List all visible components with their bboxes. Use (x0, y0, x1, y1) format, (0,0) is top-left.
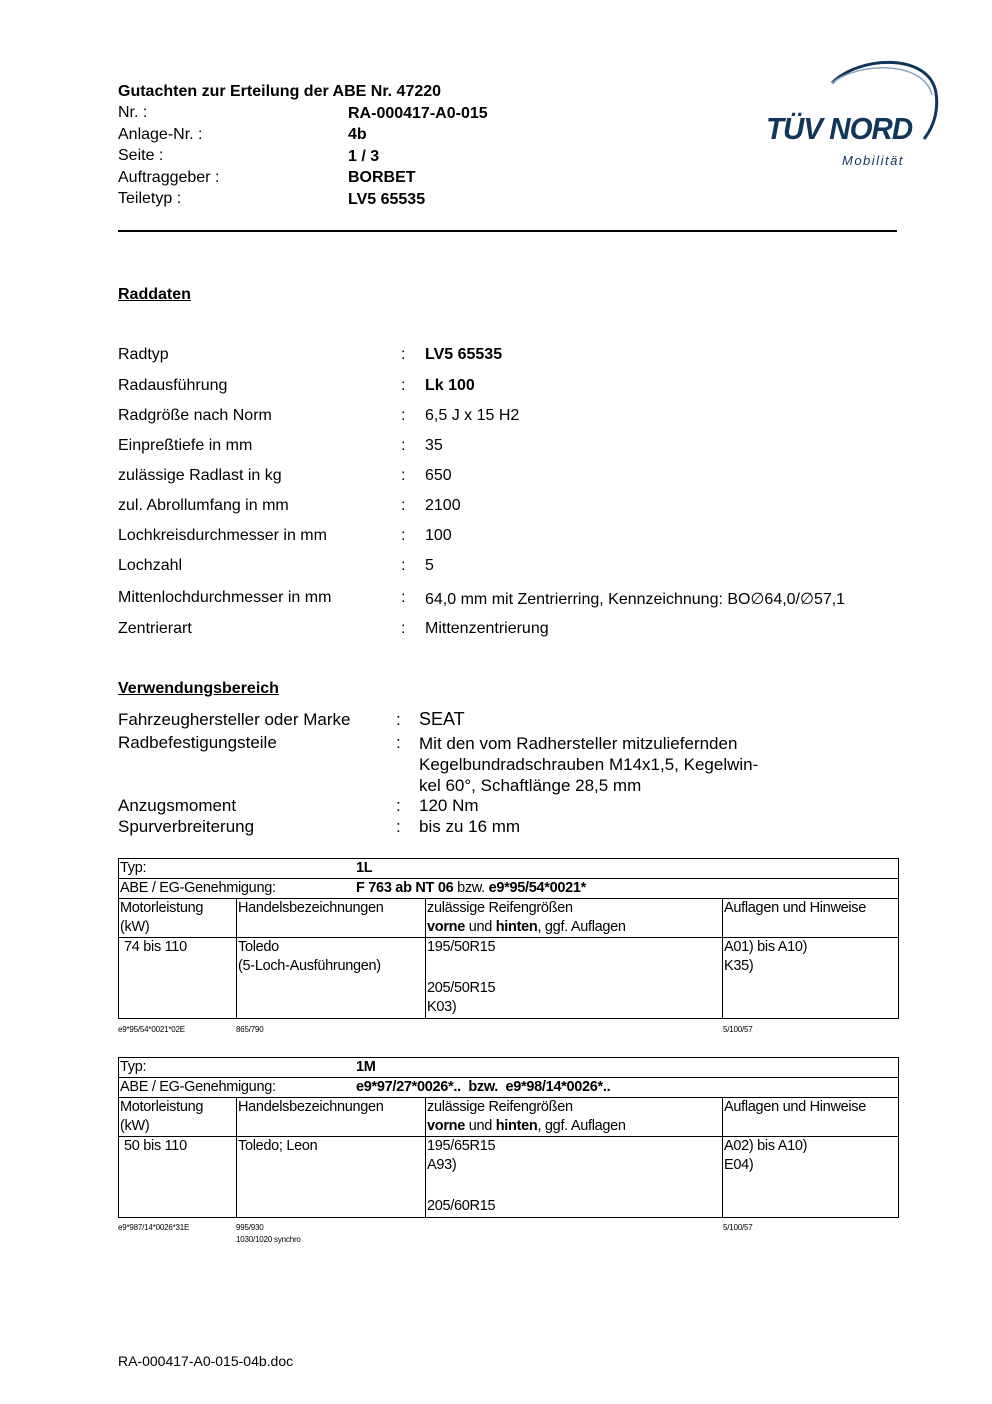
table2-footnote: 5/100/57 (723, 1223, 753, 1232)
cell-line: 205/50R15 (427, 980, 496, 996)
cell-line: 195/65R15 (427, 1138, 496, 1154)
raddaten-value: 2100 (425, 497, 461, 514)
table2-footnote: 995/930 (236, 1223, 264, 1232)
col-header-tyres (426, 899, 723, 938)
header-text: Motorleistung (120, 1099, 204, 1115)
names-cell: Toledo; Leon (237, 1137, 426, 1218)
header-value-seite: 1 / 3 (348, 148, 380, 165)
raddaten-label: Radgröße nach Norm (118, 407, 272, 424)
typ-label: Typ: (120, 860, 147, 876)
header-value-teiletyp: LV5 65535 (348, 191, 426, 208)
header-value-anlage: 4b (348, 126, 367, 143)
vehicle-table-2 (118, 1057, 899, 1218)
raddaten-label: Lochzahl (118, 557, 183, 574)
raddaten-label: zulässige Radlast in kg (118, 467, 282, 484)
header-bold: vorne (427, 919, 465, 935)
table-header-row (119, 1098, 899, 1137)
cell-spacer (427, 957, 721, 979)
raddaten-label: Radtyp (118, 346, 169, 363)
raddaten-value: 6,5 J x 15 H2 (425, 407, 520, 424)
header-text: Motorleistung (120, 900, 204, 916)
verwendung-value: 120 Nm (419, 796, 479, 815)
col-header-names: Handelsbezeichnungen (237, 899, 426, 938)
verwendung-value: bis zu 16 mm (419, 817, 521, 836)
colon: : (396, 733, 401, 752)
abe-value: e9*97/27*0026*.. bzw. e9*98/14*0026*.. (356, 1079, 611, 1095)
cell-line: A02) bis A10) (724, 1138, 808, 1154)
raddaten-value: 35 (425, 437, 443, 454)
colon: : (396, 710, 401, 729)
table-row (119, 938, 899, 1019)
typ-value: 1L (356, 860, 373, 876)
cell-line: A93) (427, 1157, 457, 1173)
raddaten-label: Radausführung (118, 377, 228, 394)
abe-value: F 763 ab NT 06 (356, 880, 454, 896)
colon: : (401, 346, 406, 363)
colon: : (401, 527, 406, 544)
power-cell: 50 bis 110 (119, 1137, 237, 1218)
header-text: zulässige Reifengrößen (427, 900, 573, 916)
header-text: , ggf. Auflagen (537, 919, 626, 935)
header-value-auftraggeber: BORBET (348, 169, 416, 186)
colon: : (401, 589, 406, 606)
logo-sub: Mobilität (842, 153, 904, 168)
cell-line: Toledo (238, 939, 279, 955)
header-label-nr: Nr. : (118, 104, 148, 121)
raddaten-label: Mittenlochdurchmesser in mm (118, 589, 332, 606)
header-text: zulässige Reifengrößen (427, 1099, 573, 1115)
header-value-nr: RA-000417-A0-015 (348, 105, 488, 122)
verwendung-line: Kegelbundradschrauben M14x1,5, Kegelwin- (419, 755, 759, 774)
colon: : (396, 817, 401, 836)
table-row (119, 1058, 899, 1078)
cell-line: 205/60R15 (427, 1198, 496, 1214)
power-cell: 74 bis 110 (119, 938, 237, 1019)
cell-line: (5-Loch-Ausführungen) (238, 958, 381, 974)
raddaten-value: 64,0 mm mit Zentrierring, Kennzeichnung: BO∅64,0/∅57,1 (425, 591, 846, 608)
document-title: Gutachten zur Erteilung der ABE Nr. 47220 (118, 83, 442, 100)
col-header-notes: Auflagen und Hinweise (723, 1098, 899, 1137)
header-text: und (465, 919, 496, 935)
tyres-cell (426, 938, 723, 1019)
header-text: (kW) (120, 919, 150, 935)
verwendung-label: Spurverbreiterung (118, 817, 255, 836)
notes-cell (723, 1137, 899, 1218)
table-row (119, 1078, 899, 1098)
typ-value: 1M (356, 1059, 376, 1075)
verwendung-line: kel 60°, Schaftlänge 28,5 mm (419, 776, 642, 795)
col-header-power (119, 899, 237, 938)
table1-footnote: 865/790 (236, 1025, 264, 1034)
header-text: (kW) (120, 1118, 150, 1134)
table2-footnote: 1030/1020 synchro (236, 1235, 301, 1244)
logo-brand: TÜV NORD (766, 111, 913, 146)
header-text: und (465, 1118, 496, 1134)
footer-filename: RA-000417-A0-015-04b.doc (118, 1353, 294, 1369)
verwendung-value-multiline (419, 733, 758, 796)
table-header-row (119, 899, 899, 938)
typ-label: Typ: (120, 1059, 147, 1075)
colon: : (401, 557, 406, 574)
cell-line: E04) (724, 1157, 754, 1173)
col-header-names: Handelsbezeichnungen (237, 1098, 426, 1137)
abe-label: ABE / EG-Genehmigung: (120, 1079, 276, 1095)
colon: : (401, 620, 406, 637)
table-row (119, 859, 899, 879)
raddaten-value: 650 (425, 467, 452, 484)
colon: : (401, 467, 406, 484)
header-text: , ggf. Auflagen (537, 1118, 626, 1134)
header-divider (118, 230, 897, 232)
header-text (427, 918, 721, 937)
raddaten-label: Zentrierart (118, 620, 192, 637)
abe-value-2: e9*95/54*0021* (488, 880, 587, 896)
colon: : (396, 796, 401, 815)
col-header-notes: Auflagen und Hinweise (723, 899, 899, 938)
colon: : (401, 407, 406, 424)
vehicle-table-1 (118, 858, 899, 1019)
raddaten-label: zul. Abrollumfang in mm (118, 497, 289, 514)
verwendung-label: Fahrzeughersteller oder Marke (118, 710, 351, 729)
cell-line: A01) bis A10) (724, 939, 808, 955)
table1-footnote: 5/100/57 (723, 1025, 753, 1034)
header-bold: hinten (495, 919, 538, 935)
raddaten-value: Lk 100 (425, 377, 475, 394)
header-bold: vorne (427, 1118, 465, 1134)
colon: : (401, 497, 406, 514)
header-label-teiletyp: Teiletyp : (118, 190, 182, 207)
abe-cell (119, 879, 899, 899)
raddaten-value: 100 (425, 527, 452, 544)
raddaten-label: Lochkreisdurchmesser in mm (118, 527, 327, 544)
cell-line: K35) (724, 958, 754, 974)
header-label-anlage: Anlage-Nr. : (118, 126, 203, 143)
raddaten-label: Einpreßtiefe in mm (118, 437, 253, 454)
header-bold: hinten (495, 1118, 538, 1134)
col-header-tyres (426, 1098, 723, 1137)
raddaten-value: LV5 65535 (425, 346, 503, 363)
table-row (119, 879, 899, 899)
table-row (119, 1137, 899, 1218)
raddaten-value: Mittenzentrierung (425, 620, 549, 637)
cell-line: 195/50R15 (427, 939, 496, 955)
typ-cell (119, 1058, 899, 1078)
colon: : (401, 377, 406, 394)
verwendung-line: Mit den vom Radhersteller mitzuliefernden (419, 734, 738, 753)
header-label-auftraggeber: Auftraggeber : (118, 169, 220, 186)
abe-label: ABE / EG-Genehmigung: (120, 880, 276, 896)
header-label-seite: Seite : (118, 147, 164, 164)
cell-spacer (427, 1175, 721, 1197)
verwendung-label: Anzugsmoment (118, 796, 237, 815)
names-cell (237, 938, 426, 1019)
col-header-power (119, 1098, 237, 1137)
abe-cell (119, 1078, 899, 1098)
raddaten-value: 5 (425, 557, 434, 574)
table1-footnote: e9*95/54*0021*02E (118, 1025, 185, 1034)
verwendung-label: Radbefestigungsteile (118, 733, 277, 752)
notes-cell (723, 938, 899, 1019)
header-text (427, 1117, 721, 1136)
tyres-cell (426, 1137, 723, 1218)
typ-cell (119, 859, 899, 879)
colon: : (401, 437, 406, 454)
cell-line: K03) (427, 999, 457, 1015)
verwendung-value: SEAT (419, 709, 465, 729)
abe-conj: bzw. (453, 880, 489, 896)
table2-footnote: e9*987/14*0026*31E (118, 1223, 190, 1232)
verwendung-heading: Verwendungsbereich (118, 680, 279, 697)
raddaten-heading: Raddaten (118, 286, 191, 303)
